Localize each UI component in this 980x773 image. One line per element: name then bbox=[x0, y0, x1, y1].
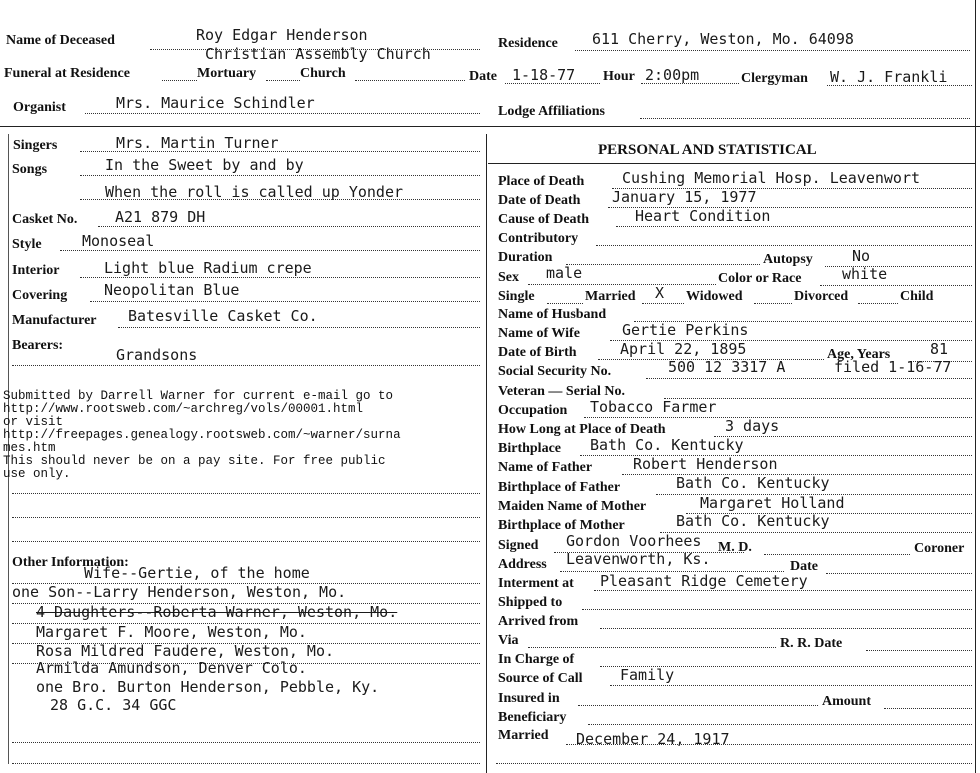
insured-in-label: Insured in bbox=[498, 691, 560, 706]
social-security-label: Social Security No. bbox=[498, 364, 612, 379]
arrived-from-label: Arrived from bbox=[498, 614, 579, 629]
manufacturer-label: Manufacturer bbox=[12, 313, 97, 328]
contributory-label: Contributory bbox=[498, 231, 579, 246]
column-divider bbox=[486, 134, 487, 773]
age-years-value: 81 bbox=[930, 340, 949, 358]
birthplace-mother-label: Birthplace of Mother bbox=[498, 518, 625, 533]
date-of-death-label: Date of Death bbox=[498, 193, 581, 208]
other-info-line-7: one Bro. Burton Henderson, Pebble, Ky. bbox=[36, 678, 380, 696]
how-long-label: How Long at Place of Death bbox=[498, 422, 666, 437]
funeral-date: 1-18-77 bbox=[512, 66, 576, 84]
hour-label: Hour bbox=[603, 69, 635, 84]
singers-value: Mrs. Martin Turner bbox=[116, 134, 279, 152]
right-border bbox=[975, 0, 976, 773]
name-of-deceased-label: Name of Deceased bbox=[6, 33, 115, 48]
songs-label: Songs bbox=[12, 162, 48, 177]
married-date-value: December 24, 1917 bbox=[576, 730, 730, 748]
other-info-line-1: Wife--Gertie, of the home bbox=[84, 564, 310, 582]
married-date-label: Married bbox=[498, 728, 549, 743]
submission-note bbox=[3, 390, 401, 481]
church-label: Church bbox=[300, 66, 346, 81]
how-long-value: 3 days bbox=[725, 417, 780, 435]
manufacturer-value: Batesville Casket Co. bbox=[128, 307, 318, 325]
name-of-father-label: Name of Father bbox=[498, 460, 593, 475]
source-of-call-label: Source of Call bbox=[498, 671, 583, 686]
singers-label: Singers bbox=[13, 138, 58, 153]
song-1: In the Sweet by and by bbox=[105, 156, 304, 174]
place-of-death-label: Place of Death bbox=[498, 174, 585, 189]
married-label: Married bbox=[585, 289, 636, 304]
deceased-name: Roy Edgar Henderson bbox=[196, 26, 368, 44]
note-url-1[interactable]: http://www.rootsweb.com/~archreg/vols/00001.html bbox=[3, 402, 364, 416]
maiden-name-mother-label: Maiden Name of Mother bbox=[498, 499, 647, 514]
interior-value: Light blue Radium crepe bbox=[104, 259, 312, 277]
style-label: Style bbox=[12, 237, 42, 252]
single-label: Single bbox=[498, 289, 535, 304]
note-url-2[interactable]: http://freepages.genealogy.rootsweb.com/~warner/surna bbox=[3, 428, 401, 442]
note-line: or visit bbox=[3, 415, 64, 429]
beneficiary-label: Beneficiary bbox=[498, 710, 567, 725]
date-of-birth-value: April 22, 1895 bbox=[620, 340, 747, 358]
signed-date-label: Date bbox=[790, 559, 818, 574]
source-of-call-value: Family bbox=[620, 666, 675, 684]
other-info-line-2: one Son--Larry Henderson, Weston, Mo. bbox=[12, 583, 347, 601]
other-info-line-3: 4 Daughters--Roberta Warner, Weston, Mo. bbox=[36, 603, 398, 621]
widowed-label: Widowed bbox=[686, 289, 743, 304]
autopsy-value: No bbox=[852, 247, 871, 265]
interment-label: Interment at bbox=[498, 576, 574, 591]
sex-value: male bbox=[546, 264, 583, 282]
date-of-death-value: January 15, 1977 bbox=[612, 188, 757, 206]
church-name: Christian Assembly Church bbox=[205, 45, 431, 63]
ssn-filed-note: filed 1-16-77 bbox=[834, 358, 952, 376]
color-race-value: white bbox=[842, 265, 888, 283]
name-of-father-value: Robert Henderson bbox=[633, 455, 778, 473]
name-of-wife-label: Name of Wife bbox=[498, 326, 580, 341]
other-info-line-6: Armilda Amundson, Denver Colo. bbox=[36, 659, 307, 677]
occupation-label: Occupation bbox=[498, 403, 568, 418]
residence-label: Residence bbox=[498, 36, 558, 51]
organist-label: Organist bbox=[13, 100, 66, 115]
other-information-label: Other Information: bbox=[12, 555, 129, 570]
cause-of-death-value: Heart Condition bbox=[635, 207, 771, 225]
song-2: When the roll is called up Yonder bbox=[105, 183, 404, 201]
signed-label: Signed bbox=[498, 538, 539, 553]
lodge-affiliations-label: Lodge Affiliations bbox=[498, 104, 605, 119]
note-line: use only. bbox=[3, 467, 71, 481]
coroner-label: Coroner bbox=[914, 541, 965, 556]
duration-label: Duration bbox=[498, 250, 553, 265]
amount-label: Amount bbox=[822, 694, 872, 709]
color-race-label: Color or Race bbox=[718, 271, 802, 286]
birthplace-mother-value: Bath Co. Kentucky bbox=[676, 512, 830, 530]
top-section-divider bbox=[0, 126, 980, 127]
clergyman-label: Clergyman bbox=[741, 71, 808, 86]
other-info-line-4: Margaret F. Moore, Weston, Mo. bbox=[36, 623, 307, 641]
casket-no-value: A21 879 DH bbox=[115, 208, 206, 226]
address-label: Address bbox=[498, 557, 547, 572]
other-info-line-5: Rosa Mildred Faudere, Weston, Mo. bbox=[36, 642, 335, 660]
interior-label: Interior bbox=[12, 263, 60, 278]
other-info-line-8: 28 G.C. 34 GGC bbox=[50, 696, 177, 714]
maiden-name-mother-value: Margaret Holland bbox=[700, 494, 845, 512]
divorced-label: Divorced bbox=[794, 289, 849, 304]
via-label: Via bbox=[498, 633, 519, 648]
date-label: Date bbox=[469, 69, 497, 84]
signed-value: Gordon Voorhees bbox=[566, 532, 702, 550]
residence-value: 611 Cherry, Weston, Mo. 64098 bbox=[592, 30, 854, 48]
autopsy-label: Autopsy bbox=[763, 252, 813, 267]
organist-value: Mrs. Maurice Schindler bbox=[116, 94, 315, 112]
note-url-2-cont[interactable]: mes.htm bbox=[3, 441, 56, 455]
casket-no-label: Casket No. bbox=[12, 212, 78, 227]
age-years-label: Age, Years bbox=[827, 347, 891, 362]
address-value: Leavenworth, Ks. bbox=[566, 550, 711, 568]
clergyman-value: W. J. Frankli bbox=[830, 68, 948, 86]
style-value: Monoseal bbox=[82, 232, 155, 250]
married-check: X bbox=[655, 284, 665, 302]
bearers-value: Grandsons bbox=[116, 346, 198, 364]
birthplace-label: Birthplace bbox=[498, 441, 561, 456]
mortuary-label: Mortuary bbox=[197, 66, 257, 81]
section-title: PERSONAL AND STATISTICAL bbox=[598, 142, 817, 158]
md-label: M. D. bbox=[718, 540, 752, 555]
note-line: Submitted by Darrell Warner for current e-mail go to bbox=[3, 389, 394, 403]
rr-date-label: R. R. Date bbox=[780, 636, 843, 651]
birthplace-father-value: Bath Co. Kentucky bbox=[676, 474, 830, 492]
covering-label: Covering bbox=[12, 288, 68, 303]
shipped-to-label: Shipped to bbox=[498, 595, 563, 610]
in-charge-of-label: In Charge of bbox=[498, 652, 575, 667]
note-line: This should never be on a pay site. For free public bbox=[3, 454, 386, 468]
name-of-husband-label: Name of Husband bbox=[498, 307, 607, 322]
funeral-hour: 2:00pm bbox=[645, 66, 700, 84]
place-of-death-value: Cushing Memorial Hosp. Leavenwort bbox=[622, 169, 921, 187]
interment-value: Pleasant Ridge Cemetery bbox=[600, 572, 808, 590]
birthplace-father-label: Birthplace of Father bbox=[498, 480, 621, 495]
section-title-underline bbox=[488, 163, 975, 164]
birthplace-value: Bath Co. Kentucky bbox=[590, 436, 744, 454]
veteran-serial-label: Veteran — Serial No. bbox=[498, 384, 626, 399]
name-of-wife-value: Gertie Perkins bbox=[622, 321, 749, 339]
cause-of-death-label: Cause of Death bbox=[498, 212, 589, 227]
occupation-value: Tobacco Farmer bbox=[590, 398, 717, 416]
sex-label: Sex bbox=[498, 270, 519, 285]
social-security-value: 500 12 3317 A bbox=[668, 358, 786, 376]
child-label: Child bbox=[900, 289, 934, 304]
funeral-at-residence-label: Funeral at Residence bbox=[4, 66, 130, 81]
date-of-birth-label: Date of Birth bbox=[498, 345, 577, 360]
covering-value: Neopolitan Blue bbox=[104, 281, 240, 299]
bearers-label: Bearers: bbox=[12, 338, 64, 353]
